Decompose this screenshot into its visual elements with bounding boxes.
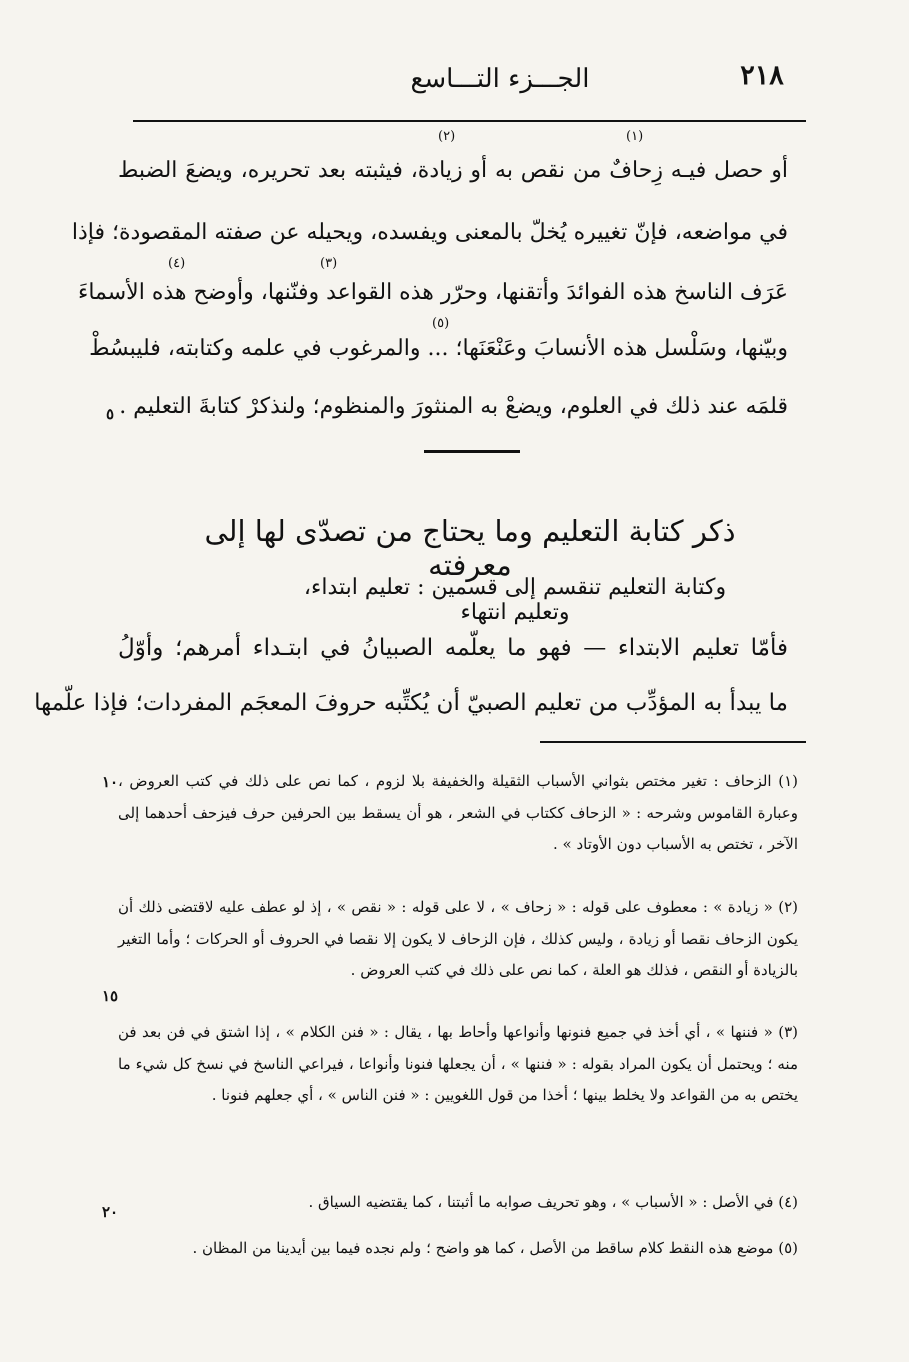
footnote-marker: (٤) bbox=[778, 1193, 798, 1211]
footnote-1 bbox=[118, 766, 798, 861]
body-line: في مواضعه، فإنّ تغييره يُخلّ بالمعنى ويفسده، ويحيله عن صفته المقصودة؛ فإذا bbox=[71, 220, 788, 245]
header-rule bbox=[133, 120, 806, 122]
body-line: قلمَه عند ذلك في العلوم، ويضعْ به المنثورَ والمنظوم؛ ولنذكرْ كتابةَ التعليم . bbox=[119, 394, 788, 419]
footnote-text: « زيادة » : معطوف على قوله : « زحاف » ، لا على قوله : « نقص » ، إذ لو عطف عليه لاقتضى ذلك أن يكون الزحاف نقصا أو زيادة ، وليس كذلك ، فإن الزحاف لا يكون إلا نقصا في الحروف أو الحركات ؛ وأما التغير بالزيادة أو النقص ، فذلك هو العلة ، كما نص على ذلك في كتب العروض . bbox=[118, 898, 798, 979]
body-line: عَرَف الناسخ هذه الفوائدَ وأتقنها، وحرّر هذه القواعد وفنّنها، وأوضح هذه الأسماءَ bbox=[77, 280, 788, 305]
body-line: ما يبدأ به المؤدِّب من تعليم الصبيّ أن يُكتِّبه حروفَ المعجَم المفردات؛ فإذا علّمها bbox=[34, 690, 788, 716]
footnote-text: في الأصل : « الأسباب » ، وهو تحريف صوابه ما أثبتنا ، كما يقتضيه السياق . bbox=[308, 1193, 774, 1211]
footnote-marker: (٣) bbox=[778, 1023, 798, 1041]
footnote-4 bbox=[118, 1187, 798, 1219]
footnote-5 bbox=[118, 1233, 798, 1265]
footnote-marker: (١) bbox=[778, 772, 798, 790]
footnote-text: « فننها » ، أي أخذ في جميع فنونها وأنواعها وأحاط بها ، يقال : « فنن الكلام » ، إذا اشتق في فن بعد فن منه ؛ ويحتمل أن يكون المراد بقوله : « فننها » ، أن يجعلها فنونا وأنواعا ، فيراعي الناسخ في نسخ كل شيء ما يختص به من القواعد ولا يخلط بينها ؛ أخذا من قول اللغويين : « فنن الناس » ، أي جعلهم فنونا . bbox=[118, 1023, 798, 1104]
page-number: ٢١٨ bbox=[740, 60, 784, 91]
footnote-marker: (٥) bbox=[778, 1239, 798, 1257]
margin-number: ١٠ bbox=[101, 773, 119, 791]
section-heading: ذكر كتابة التعليم وما يحتاج من تصدّى لها إلى معرفته bbox=[204, 514, 736, 582]
section-ornament bbox=[424, 450, 520, 453]
footnote-mark-1: (١) bbox=[626, 129, 644, 144]
footnote-mark-5: (٥) bbox=[432, 316, 450, 331]
margin-number: ٢٠ bbox=[101, 1203, 119, 1221]
section-subheading: وكتابة التعليم تنقسم إلى قسمين : تعليم ابتداء، وتعليم انتهاء bbox=[303, 575, 727, 625]
body-line: أو حصل فيـه زِحافٌ من نقص به أو زيادة، فيثبته بعد تحريره، ويضعَ الضبط bbox=[118, 158, 788, 183]
footnote-3 bbox=[118, 1017, 798, 1112]
body-line: فأمّا تعليم الابتداء — فهو ما يعلّمه الصبيانُ في ابتـداء أمرهم؛ وأوّلُ bbox=[118, 635, 788, 661]
footnote-mark-2: (٢) bbox=[438, 129, 456, 144]
margin-number: ١٥ bbox=[101, 987, 119, 1005]
body-line: وبيّنها، وسَلْسل هذه الأنسابَ وعَنْعَنَها؛ ... والمرغوب في علمه وكتابته، فليبسُطْ bbox=[89, 336, 788, 361]
footnote-mark-3: (٣) bbox=[320, 256, 338, 271]
footnote-rule bbox=[540, 741, 806, 743]
footnote-mark-4: (٤) bbox=[168, 256, 186, 271]
margin-number: ٥ bbox=[105, 405, 115, 423]
footnote-text: الزحاف : تغير مختص بثواني الأسباب الثقيلة والخفيفة بلا لزوم ، كما نص على ذلك في كتب العروض ، وعبارة القاموس وشرحه : « الزحاف ككتاب في الشعر ، هو أن يسقط بين الحرفين حرف فيزحف أحدهما إلى الآخر ، تختص به الأسباب دون الأوتاد » . bbox=[118, 772, 798, 853]
footnote-2 bbox=[118, 892, 798, 987]
footnote-marker: (٢) bbox=[778, 898, 798, 916]
running-head: الجـــزء التـــاسع bbox=[410, 64, 590, 94]
footnote-text: موضع هذه النقط كلام ساقط من الأصل ، كما هو واضح ؛ ولم نجده فيما بين أيدينا من المظان . bbox=[192, 1239, 774, 1257]
